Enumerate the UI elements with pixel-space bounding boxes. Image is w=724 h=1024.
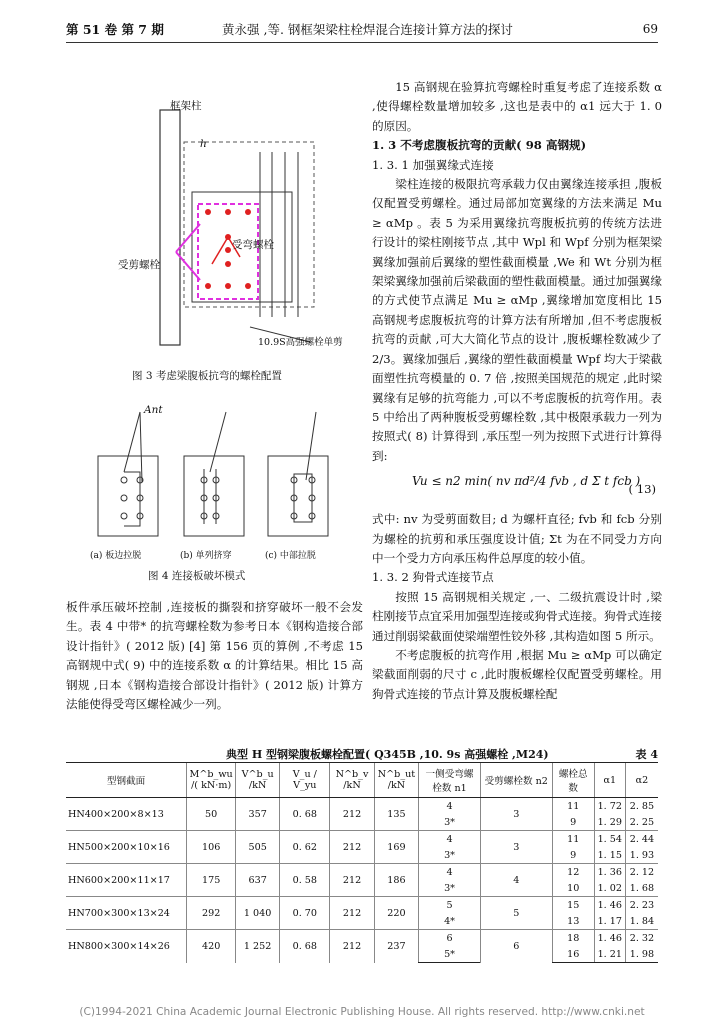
cell-n1: 4 [419, 831, 480, 848]
cell-ratio: 0. 68 [280, 930, 330, 963]
cell-ratio: 0. 62 [280, 831, 330, 864]
cell-a2: 2. 12 [625, 864, 658, 881]
cell-total: 9 [552, 847, 594, 864]
cell-nut: 186 [374, 864, 419, 897]
copyright-footer: (C)1994-2021 China Academic Journal Electronic Publishing House. All rights reserved. http://www.cnki.net [79, 1006, 645, 1018]
table-header-row [66, 763, 658, 798]
th-nv: N^b_v /kN [330, 763, 374, 798]
cell-a1: 1. 29 [594, 814, 625, 831]
cell-n2: 5 [480, 897, 552, 930]
cell-total: 13 [552, 913, 594, 930]
cell-total: 11 [552, 831, 594, 848]
right-paragraph-3: 式中: nv 为受剪面数目; d 为螺杆直径; fvb 和 fcb 分别为螺栓的抗剪和承压强度设计值; Σt 为在不同受力方向中一个受力方向承压构件总厚度的较小值。 [372, 512, 662, 565]
cell-m: 106 [187, 831, 236, 864]
cell-nut: 237 [374, 930, 419, 963]
fig4-ant-label: Ant [144, 404, 163, 416]
equation-13-formula: Vu ≤ n2 min( nv πd²/4 fvb , d Σ t fcb ) [412, 474, 641, 489]
th-moment: M^b_wu /( kN·m) [187, 763, 236, 798]
cell-a2: 1. 98 [625, 946, 658, 963]
fig3-bolt-grade-label: 10.9S高强螺栓单剪 [258, 337, 343, 348]
th-section: 型钢截面 [66, 763, 187, 798]
cell-v: 357 [236, 798, 280, 831]
journal-volume: 第 51 卷 第 7 期 [66, 22, 164, 37]
fig4-sub-a: (a) 板边拉脱 [90, 551, 142, 561]
cell-v: 1 252 [236, 930, 280, 963]
cell-n1: 4* [419, 913, 480, 930]
table-4 [66, 762, 658, 963]
page-number: 69 [642, 22, 658, 36]
cell-a2: 1. 93 [625, 847, 658, 864]
th-total: 螺栓总数 [552, 763, 594, 798]
table-row [66, 798, 658, 815]
section-heading-1-3-2: 1. 3. 2 狗骨式连接节点 [372, 570, 494, 585]
cell-n1: 5 [419, 897, 480, 914]
cell-v: 1 040 [236, 897, 280, 930]
table-4-title: 典型 H 型钢梁腹板螺栓配置( Q345B ,10. 9s 高强螺栓 ,M24) [226, 748, 549, 761]
cell-a1: 1. 72 [594, 798, 625, 815]
right-paragraph-5: 不考虑腹板的抗弯作用 ,根据 Mu ≥ αMp 可以确定梁截面削弱的尺寸 c ,此时腹板螺栓仅配置受剪螺栓。用狗骨式连接的节点计算及腹板螺栓配 [372, 647, 662, 701]
cell-total: 18 [552, 930, 594, 947]
cell-a2: 1. 84 [625, 913, 658, 930]
cell-total: 16 [552, 946, 594, 963]
cell-ratio: 0. 58 [280, 864, 330, 897]
cell-n1: 4 [419, 798, 480, 815]
running-header [66, 18, 658, 40]
cell-n2: 6 [480, 930, 552, 963]
cell-nv: 212 [330, 897, 374, 930]
equation-13-number: ( 13) [628, 482, 656, 497]
table-4-number: 表 4 [635, 748, 658, 761]
fig3-shear-bolt-label: 受剪螺栓 [118, 259, 160, 271]
cell-a2: 1. 68 [625, 880, 658, 897]
cell-nv: 212 [330, 864, 374, 897]
section-heading-1-3-1: 1. 3. 1 加强翼缘式连接 [372, 157, 494, 172]
cell-a1: 1. 46 [594, 897, 625, 914]
header-rule [66, 42, 658, 43]
cell-total: 9 [552, 814, 594, 831]
cell-a2: 2. 44 [625, 831, 658, 848]
cell-nv: 212 [330, 798, 374, 831]
cell-m: 175 [187, 864, 236, 897]
cell-v: 637 [236, 864, 280, 897]
th-alpha1: α1 [594, 763, 625, 798]
section-heading-1-3: 1. 3 不考虑腹板抗弯的贡献( 98 高钢规) [372, 138, 587, 153]
cell-n1: 3* [419, 814, 480, 831]
right-paragraph-1: 15 高钢规在验算抗弯螺栓时重复考虑了连接系数 α ,使得螺栓数量增加较多 ,这也是表中的 α1 远大于 1. 0 的原因。 [372, 80, 662, 133]
cell-a1: 1. 17 [594, 913, 625, 930]
fig4-sub-c: (c) 中部拉脱 [265, 551, 316, 561]
cell-section: HN600×200×11×17 [66, 864, 187, 897]
th-alpha2: α2 [625, 763, 658, 798]
cell-nut: 135 [374, 798, 419, 831]
cell-total: 10 [552, 880, 594, 897]
cell-nv: 212 [330, 831, 374, 864]
cell-total: 12 [552, 864, 594, 881]
cell-a1: 1. 15 [594, 847, 625, 864]
cell-section: HN700×300×13×24 [66, 897, 187, 930]
cell-n2: 3 [480, 798, 552, 831]
cell-a1: 1. 36 [594, 864, 625, 881]
cell-a1: 1. 54 [594, 831, 625, 848]
th-shear: V^b_u /kN [236, 763, 280, 798]
table-row [66, 864, 658, 881]
table-row [66, 831, 658, 848]
equation-13 [372, 466, 662, 510]
right-paragraph-4: 按照 15 高钢规相关规定 ,一、二级抗震设计时 ,梁柱刚接节点宜采用加强型连接或狗骨式连接。狗骨式连接通过削弱梁截面使梁端塑性铰外移 ,其构造如图 5 所示。 [372, 589, 662, 643]
cell-n2: 4 [480, 864, 552, 897]
cell-a2: 2. 25 [625, 814, 658, 831]
cell-a2: 2. 32 [625, 930, 658, 947]
cell-nv: 212 [330, 930, 374, 963]
left-column-text [66, 598, 363, 714]
cell-section: HN400×200×8×13 [66, 798, 187, 831]
cell-n1: 3* [419, 880, 480, 897]
table-row [66, 897, 658, 914]
cell-nut: 169 [374, 831, 419, 864]
th-nut: N^b_ut /kN [374, 763, 419, 798]
article-running-title: 黄永强 ,等. 钢框架梁柱栓焊混合连接计算方法的探讨 [222, 22, 513, 37]
cell-total: 11 [552, 798, 594, 815]
cell-n1: 3* [419, 847, 480, 864]
cell-a1: 1. 02 [594, 880, 625, 897]
fig3-hd-label: h [200, 138, 207, 150]
figure-3-drawing [100, 92, 340, 362]
cell-a1: 1. 46 [594, 930, 625, 947]
cell-ratio: 0. 68 [280, 798, 330, 831]
cell-m: 50 [187, 798, 236, 831]
fig3-flex-bolt-label: 受弯螺栓 [232, 239, 274, 251]
cell-total: 15 [552, 897, 594, 914]
right-paragraph-2: 梁柱连接的极限抗弯承载力仅由翼缘连接承担 ,腹板仅配置受剪螺栓。通过局部加宽翼缘的方法来满足 Mu ≥ αMp 。表 5 为采用翼缘抗弯腹板抗剪的传统方法进行设计的梁柱刚接节点 ,其中 Wpl 和 Wpf 分别为框架梁翼缘加强前后翼缘的塑性截面模量 ,We 和 Wt 分别为框架梁翼缘加强前后梁截面的塑性截面模量。通过加强翼缘的方式使节点满足 Mu ≥ αMp ,翼缘增加宽度相比 15 高钢规考虑腹板抗弯的计算方法有所增加 ,但不考虑腹板抗弯的贡献 ,可大大简化节点的设计 ,腹板螺栓数减少了 2/3。翼缘加强后 ,翼缘的塑性截面模量 Wpf 均大于梁截面塑性抗弯模量的 0. 7 倍 ,按照美国规范的规定 ,此时梁翼缘有足够的抗弯能力 ,可以不考虑腹板的抗弯作用。表 5 中给出了两种腹板受剪螺栓数 ,其中极限承载力一列为按照式( 8) 计算得到 ,承压型一列为按照下式进行计算得到: [372, 177, 662, 463]
cell-n1: 6 [419, 930, 480, 947]
cell-nut: 220 [374, 897, 419, 930]
fig4-sub-b: (b) 单列挤穿 [180, 551, 232, 561]
cell-m: 292 [187, 897, 236, 930]
cell-n1: 4 [419, 864, 480, 881]
th-ratio: V_u / V_yu [280, 763, 330, 798]
table-row [66, 930, 658, 947]
th-n1: 一侧受弯螺栓数 n1 [419, 763, 480, 798]
cell-n1: 5* [419, 946, 480, 963]
figure-4-caption: 图 4 连接板破坏模式 [148, 570, 246, 582]
figure-3-caption: 图 3 考虑梁腹板抗弯的螺栓配置 [132, 370, 282, 382]
fig3-column-label: 框架柱 [170, 100, 202, 112]
cell-a2: 2. 85 [625, 798, 658, 815]
cell-a1: 1. 21 [594, 946, 625, 963]
cell-a2: 2. 23 [625, 897, 658, 914]
cell-ratio: 0. 70 [280, 897, 330, 930]
th-n2: 受剪螺栓数 n2 [480, 763, 552, 798]
figure-4-drawing [80, 394, 350, 554]
cell-section: HN800×300×14×26 [66, 930, 187, 963]
left-paragraph-1: 板件承压破坏控制 ,连接板的撕裂和挤穿破坏一般不会发生。表 4 中带* 的抗弯螺栓数为参考日本《钢构造接合部设计指针》( 2012 版) [4] 第 156 页的算例 ,不考虑 15 高钢规中式( 9) 中的连接系数 α 的计算结果。相比 15 高钢规 ,日本《钢构造接合部设计指针》( 2012 版) 计算方法能使得受弯区螺栓减少一列。 [66, 600, 363, 712]
cell-m: 420 [187, 930, 236, 963]
right-column-text [372, 78, 662, 704]
cell-v: 505 [236, 831, 280, 864]
cell-n2: 3 [480, 831, 552, 864]
cell-section: HN500×200×10×16 [66, 831, 187, 864]
table-4-title-row [66, 746, 658, 762]
